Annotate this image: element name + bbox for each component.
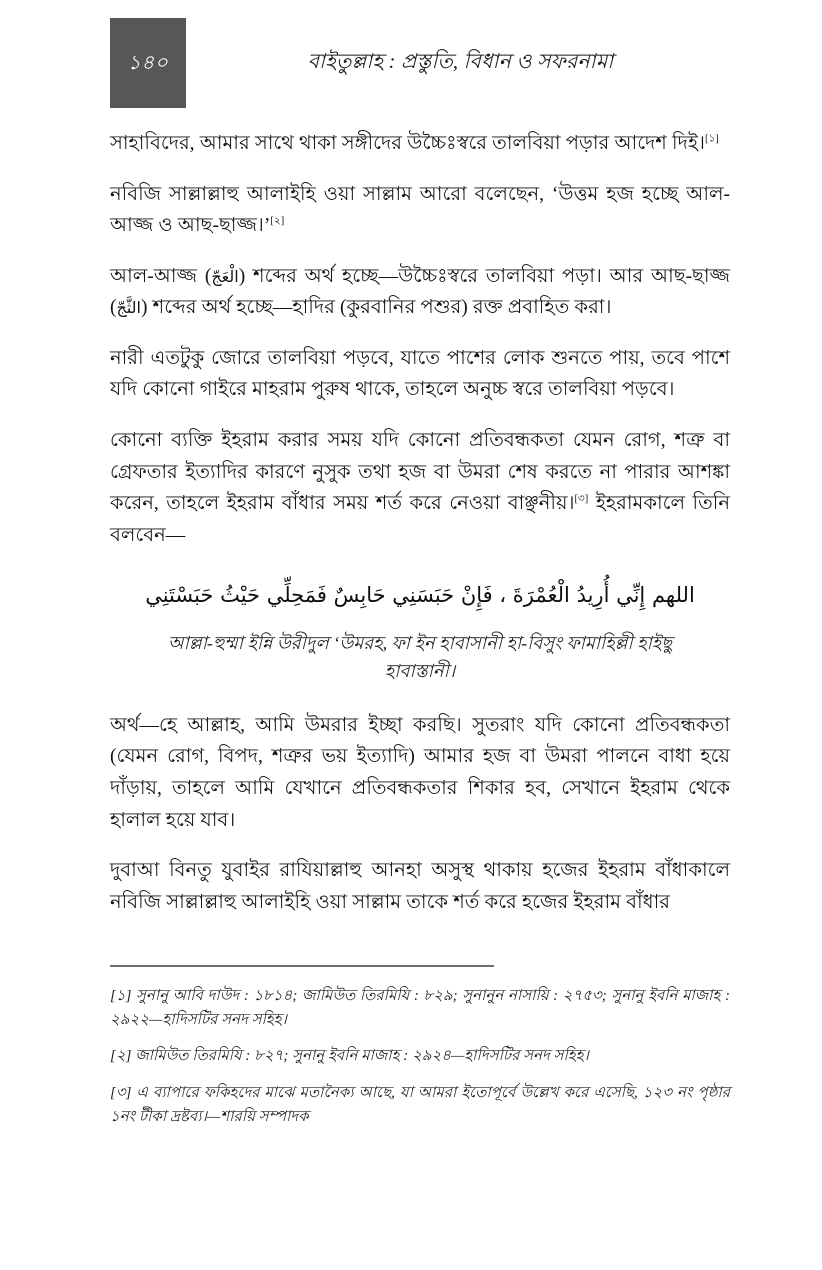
paragraph-1-text: সাহাবিদের, আমার সাথে থাকা সঙ্গীদের উচ্চৈঃস্বরে তালবিয়া পড়ার আদেশ দিই। [110,133,705,154]
running-head [110,18,735,110]
footnote-3-text: এ ব্যাপারে ফকিহদের মাঝে মতানৈক্য আছে, যা আমরা ইতোপূর্বে উল্লেখ করে এসেছি, ১২৩ নং পৃষ্ঠার ১নং টীকা দ্রষ্টব্য।—শারয়ি সম্পাদক [110,1085,730,1125]
paragraph-4: নারী এতটুকু জোরে তালবিয়া পড়বে, যাতে পাশের লোক শুনতে পায়, তবে পাশে যদি কোনো গাইরে মাহরাম পুরুষ থাকে, তাহলে অনুচ্চ স্বরে তালবিয়া পড়বে। [110,347,730,401]
footnote-section [110,965,730,1129]
footnote-2-text: জামিউত তিরমিযি : ৮২৭; সুনানু ইবনি মাজাহ : ২৯২৪—হাদিসটির সনদ সহিহ। [131,1048,589,1065]
paragraph-5-segment-2: ইহরামকালে তিনি বলবেন— [110,493,730,546]
paragraph-6-meaning: অর্থ—হে আল্লাহ, আমি উমরার ইচ্ছা করছি। সুতরাং যদি কোনো প্রতিবন্ধকতা (যেমন রোগ, বিপদ, শত্রুর ভয় ইত্যাদি) আমার হজ বা উমরা পালনে বাধা হয়ে দাঁড়ায়, তাহলে আমি যেখানে প্রতিবন্ধকতার শিকার হব, সেখানে ইহরাম থেকে হালাল হয়ে যাব। [110,714,730,831]
footnote-item-2 [110,1045,730,1069]
footnote-separator-rule [110,965,494,967]
paragraph-2-text: নবিজি সাল্লাল্লাহু আলাইহি ওয়া সাল্লাম আরো বলেছেন, ‘উত্তম হজ হচ্ছে আল-আজ্জ ও আছ-ছাজ্জ।’ [110,183,730,237]
transliteration-text: আল্লা-হুম্মা ইন্নি উরীদুল ‘উমরহ, ফা ইন হাবাসানী হা-বিসুং ফামাহিল্লী হাইছু হাবাস্তানী। [167,633,673,681]
footnote-ref-1[interactable]: [১] [704,133,719,145]
footnote-2-marker: [২] [110,1048,132,1065]
paragraph-1 [110,128,730,160]
arabic-dua-block: اللهم إِنِّي أُرِيدُ الْعُمْرَةَ ، فَإِنْ حَبَسَنِي حَابِسٌ فَمَحِلِّي حَيْثُ حَبَسْتَنِي [145,583,695,608]
page-number-block [110,18,186,108]
paragraph-5 [110,425,730,551]
paragraph-3-segment-1: আল-আজ্জ ( [110,265,212,287]
paragraph-3-segment-2: ) শব্দের অর্থ হচ্ছে—উচ্চৈঃস্বরে তালবিয়া পড়া। আর আছ-ছাজ্জ ( [110,265,730,319]
paragraph-5-segment-1: কোনো ব্যক্তি ইহরাম করার সময় যদি কোনো প্রতিবন্ধকতা যেমন রোগ, শত্রু বা গ্রেফতার ইত্যাদির কারণে নুসুক তথা হজ বা উমরা শেষ করতে না পারার আশঙ্কা করেন, তাহলে ইহরাম বাঁধার সময় শর্ত করে নেওয়া বাঞ্ছনীয়। [110,430,730,515]
running-title: বাইতুল্লাহ : প্রস্তুতি, বিধান ও সফরনামা [307,51,614,73]
footnote-item-3 [110,1082,730,1129]
arabic-word-ath-thajj: الثَّجّ [116,298,141,318]
paragraph-2 [110,179,730,242]
paragraph-3-segment-3: ) শব্দের অর্থ হচ্ছে—হাদির (কুরবানির পশুর) রক্ত প্রবাহিত করা। [140,297,612,319]
paragraph-3 [110,261,730,324]
footnote-1-text: সুনানু আবি দাউদ : ১৮১৪; জামিউত তিরমিযি : ৮২৯; সুনানুন নাসায়ি : ২৭৫৩; সুনানু ইবনি মাজাহ : ২৯২২—হাদিসটির সনদ সহিহ। [110,988,730,1028]
paragraph-7: দুবাআ বিনতু যুবাইর রাযিয়াল্লাহু আনহা অসুস্থ থাকায় হজের ইহরাম বাঁধাকালে নবিজি সাল্লাল্লাহু আলাইহি ওয়া সাল্লাম তাকে শর্ত করে হজের ইহরাম বাঁধার [110,860,730,913]
footnote-ref-2[interactable]: [২] [270,215,285,227]
footnote-item-1 [110,985,730,1032]
body-content [110,128,730,918]
page-number: ১৪০ [127,52,169,74]
footnote-1-marker: [১] [110,988,132,1004]
arabic-word-al-ajj: الْعَجّ [211,266,239,286]
footnote-3-marker: [৩] [110,1085,132,1102]
footnote-ref-3[interactable]: [৩] [574,493,589,505]
